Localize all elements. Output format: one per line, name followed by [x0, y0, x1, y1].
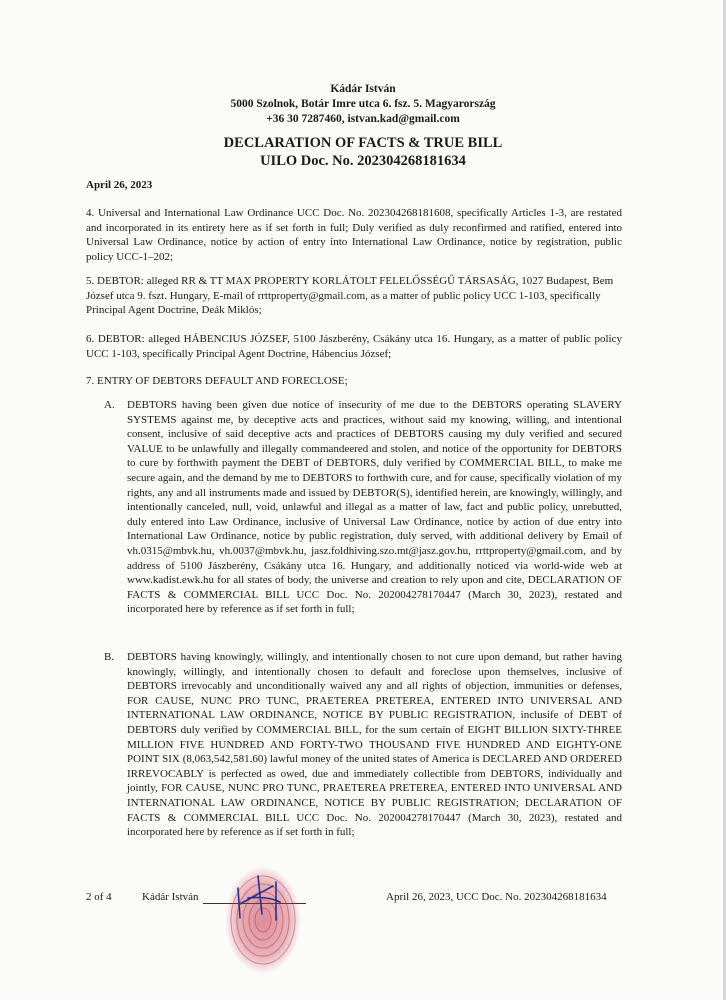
list-item-b: [104, 650, 622, 840]
footer-reference: April 26, 2023, UCC Doc. No. 202304268181634: [386, 891, 607, 903]
sender-contact: +36 30 7287460, istvan.kad@gmail.com: [266, 113, 460, 125]
item-b-text: DEBTORS having knowingly, willingly, and intentionally chosen to not cure upon demand, but rather having knowingly, willingly, and intentionally chosen to default and foreclose upon themselves, inclusive of DEBTORS irrevocably and unconditionally waived any and all rights of objection, immunities or defenses, FOR CAUSE, NUNC PRO TUNC, PRAETEREA PRETEREA, ENTERED INTO UNIVERSAL AND INTERNATIONAL LAW ORDINANCE, NOTICE BY PUBLIC REGISTRATION, inclusife of DEBT of DEBTORS duly verified by COMMERCIAL BILL, for the sum certain of EIGHT BILLION SIXTY-THREE MILLION FIVE HUNDRED AND FORTY-TWO THOUSAND FIVE HUNDRED AND EIGHTY-ONE POINT SIX (8,063,542,581.60) lawful money of the united states of America is DECLARED AND ORDERED IRREVOCABLY is perfected as owed, due and immediately collectible from DEBTORS, individually and jointly, FOR CAUSE, NUNC PRO TUNC, PRAETEREA PRETEREA, ENTERED INTO UNIVERSAL AND INTERNATIONAL LAW ORDINANCE, NOTICE BY PUBLIC REGISTRATION; DECLARATION OF FACTS & COMMERCIAL BILL UCC Doc. No. 202004278170447 (March 30, 2023), restated and incorporated here by reference as if set forth in full;: [127, 651, 622, 839]
paragraph-5: 5. DEBTOR: alleged RR & TT MAX PROPERTY KORLÁTOLT FELELŐSSÉGŰ TÁRSASÁG, 1027 Budapest, Bem József utca 9. fszt. Hungary, E-mail of rrttproperty@gmail.com, as a matter of public policy UCC 1-103, specifically Principal Agent Doctrine, Deák Miklós;: [86, 275, 614, 317]
item-b-label: B.: [104, 651, 115, 663]
document-date: April 26, 2023: [86, 179, 153, 191]
sender-name: Kádár István: [330, 83, 396, 95]
item-a-label: A.: [104, 399, 115, 411]
paragraph-7: 7. ENTRY OF DEBTORS DEFAULT AND FORECLOSE;: [86, 375, 348, 387]
thumbprint-mark: [225, 866, 301, 974]
item-a-text: DEBTORS having been given due notice of insecurity of me due to the DEBTORS operating SLAVERY SYSTEMS against me, by deceptive acts and practices, without said my knowing, willing, and intentional consent, inclusive of said deceptive acts and practices of DEBTORS causing my duly verified and secured VALUE to be unlawfully and illegally commandeered and stolen, and notice of the opportunity for DEBTORS to cure by forthwith payment the DEBT of DEBTORS, duly verified by COMMERCIAL BILL, to make me secure again, and the demand by me to DEBTORS to forthwith cure, and for cause, specifically violation of my rights, any and all instruments made and issued by DEBTOR(S), identified herein, are knowingly, willingly, and intentionally canceled, null, void, unlawful and illegal as a matter of law, fact and public policy, unrebutted, duly entered into Law Ordinance, inclusive of Universal Law Ordinance, notice by action of due entry into International Law Ordinance, notice by public registration, duly served, with additional delivery by Email of vh.0315@mbvk.hu, vh.0037@mbvk.hu, jasz.foldhiving.szo.mt@jasz.gov.hu, rrttproperty@gmail.com, and by address of 5100 Jászberény, Csákány utca 16. Hungary, and additionally noticed via world-wide web at www.kadist.ewk.hu for all states of body, the universe and creation to rely upon and cite, DECLARATION OF FACTS & COMMERCIAL BILL UCC Doc. No. 202004278170447 (March 30, 2023), restated and incorporated here by reference as if set forth in full;: [127, 399, 622, 616]
page-number: 2 of 4: [86, 891, 112, 903]
signer-name: Kádár István: [142, 891, 199, 903]
thumbprint-signature: [218, 858, 308, 978]
title-line-1: DECLARATION OF FACTS & TRUE BILL: [223, 135, 503, 151]
paragraph-6: 6. DEBTOR: alleged HÁBENCIUS JÓZSEF, 5100 Jászberény, Csákány utca 16. Hungary, as a matter of public policy UCC 1-103, specifically Principal Agent Doctrine, Hábencius József;: [86, 333, 622, 360]
sender-header: [0, 82, 726, 127]
title-line-2: UILO Doc. No. 202304268181634: [260, 153, 466, 169]
list-item-a: [104, 398, 622, 617]
document-title: [0, 134, 726, 170]
sender-address: 5000 Szolnok, Botár Imre utca 6. fsz. 5. Magyarország: [230, 98, 496, 110]
paragraph-4: 4. Universal and International Law Ordinance UCC Doc. No. 202304268181608, specifically Articles 1-3, are restated and incorporated in its entirety here as if set forth in full; Duly verified as duly reconfirmed and ratified, entered into Universal Law Ordinance, notice by action of entry into International Law Ordinance, notice by registration, public policy UCC-1–202;: [86, 207, 622, 263]
